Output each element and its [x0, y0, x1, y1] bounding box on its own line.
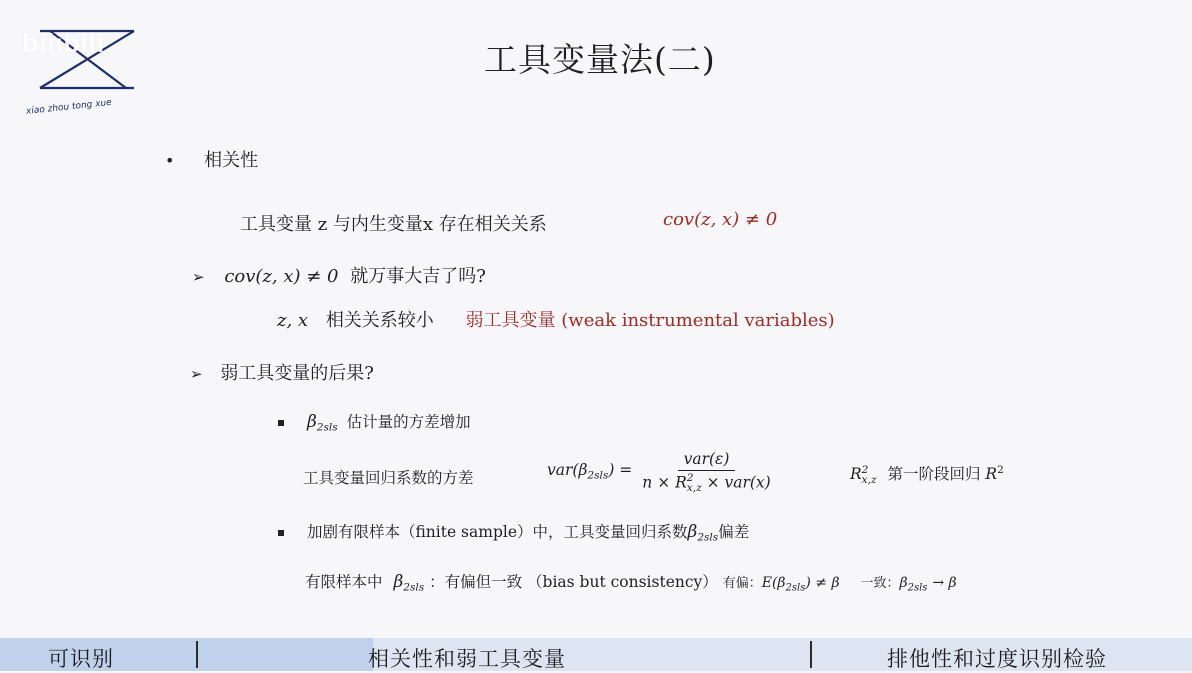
- question-row-2: [190, 359, 374, 385]
- point2-text: 加剧有限样本（finite sample）中，工具变量回归系数: [306, 523, 688, 541]
- q1-formula: cov(z, x) ≠ 0: [224, 266, 339, 287]
- bilibili-watermark: bilibili: [22, 28, 106, 58]
- finite-sample-row: 有限样本中 $\beta_{2sls}$ ：有偏但一致 （bias but consistency） 有偏：$E(\beta_{2sls}) \ne \beta$ 一致：$\beta_{2sls} \to \beta$: [305, 572, 957, 594]
- point1-text: 估计量的方差增加: [346, 413, 471, 431]
- variance-lhs: $var(\beta_{2sls})$ =: [547, 461, 633, 482]
- beta-symbol: β: [306, 412, 317, 432]
- bottom-navigation: [0, 638, 1192, 671]
- r-squared-note: R 2 x,z 第一阶段回归 $R^2$: [850, 463, 1004, 486]
- logo-caption: xiao zhou tong xue: [25, 97, 113, 117]
- section-heading: 相关性: [204, 150, 259, 171]
- cov-condition-formula: cov(z, x) ≠ 0: [663, 209, 778, 230]
- nav-separator: [196, 641, 198, 668]
- point-row-2: 加剧有限样本（finite sample）中，工具变量回归系数$\beta_{2sls}$偏差: [278, 520, 749, 544]
- variance-fraction: [636, 450, 776, 493]
- variance-numerator: var(ε): [678, 450, 736, 471]
- finite-sample-mid: ：有偏但一致 （bias but consistency）: [429, 573, 718, 591]
- zx-vars: z, x: [277, 310, 309, 331]
- square-bullet-icon: [278, 420, 284, 426]
- weak-iv-label: 弱工具变量 (weak instrumental variables): [465, 310, 835, 331]
- nav-item-relevance-weak-iv[interactable]: 相关性和弱工具变量: [368, 647, 566, 671]
- variance-formula: [547, 450, 781, 493]
- square-bullet-icon: [278, 530, 284, 536]
- weak-correlation-text: 相关关系较小: [325, 310, 434, 331]
- relevance-statement: 工具变量 z 与内生变量x 存在相关关系: [240, 214, 547, 235]
- variance-label: 工具变量回归系数的方差: [303, 469, 474, 487]
- arrow-bullet-icon: ➢: [192, 268, 205, 286]
- slide-title: 工具变量法(二): [484, 40, 716, 79]
- point-row-1: [278, 410, 471, 434]
- arrow-bullet-icon: ➢: [190, 365, 203, 383]
- nav-item-exclusion-overid[interactable]: 排他性和过度识别检验: [887, 647, 1107, 671]
- section-row: [165, 146, 258, 172]
- nav-separator: [810, 641, 812, 668]
- weak-correlation-row: [277, 306, 835, 332]
- q2-text: 弱工具变量的后果?: [220, 363, 374, 384]
- point2-tail: 偏差: [718, 523, 750, 541]
- variance-denominator: n × R 2 x,z × var(x): [642, 472, 771, 495]
- bullet-dot-icon: •: [165, 151, 175, 170]
- beta-subscript: 2sls: [316, 421, 338, 434]
- nav-item-identification[interactable]: 可识别: [48, 647, 114, 671]
- q1-text: 就万事大吉了吗?: [350, 266, 486, 287]
- question-row-1: [192, 262, 486, 288]
